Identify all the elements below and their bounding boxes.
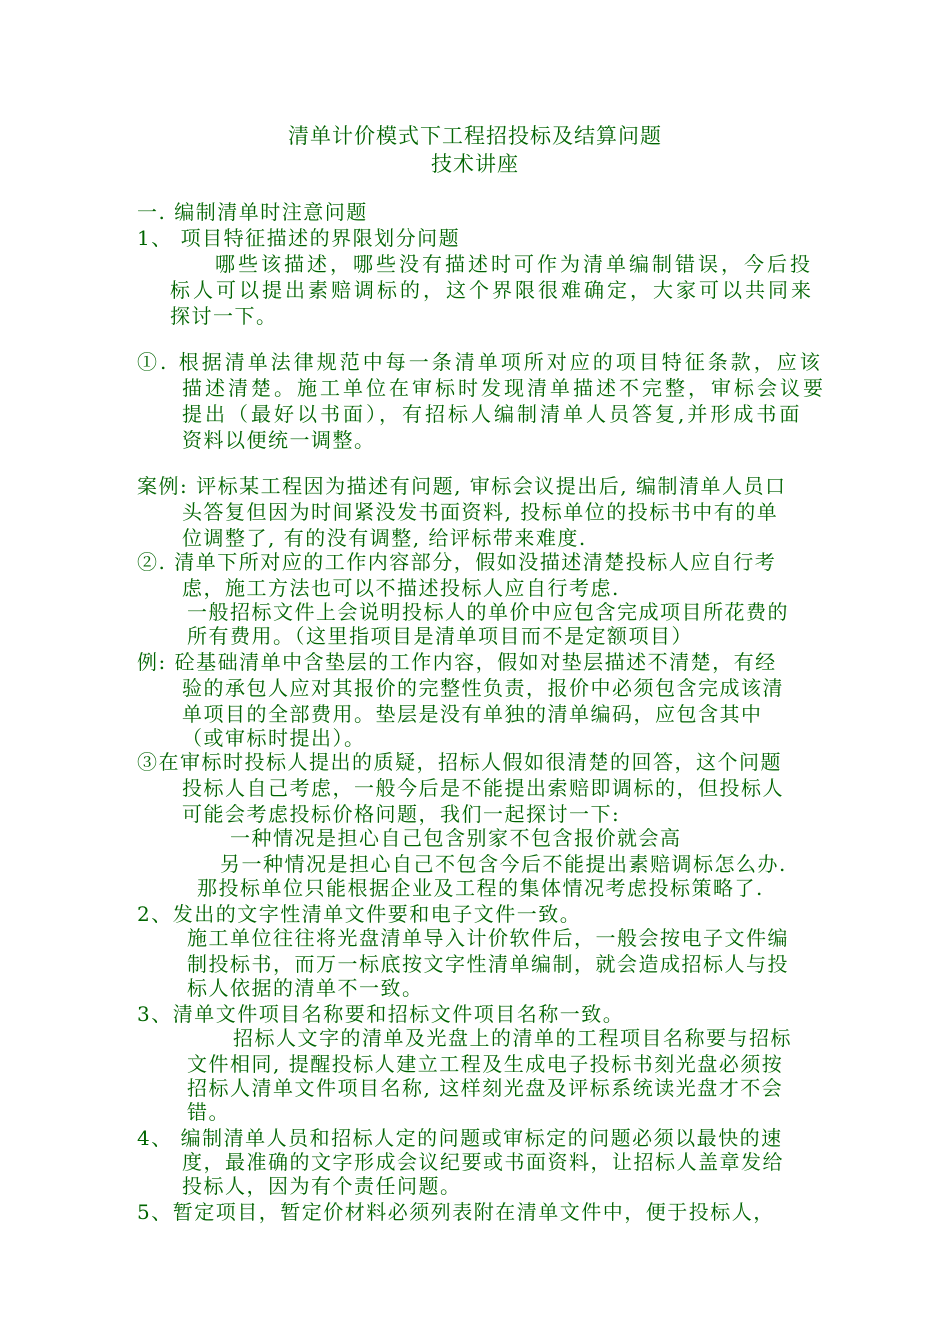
item-heading: 1、 项目特征描述的界限划分问题 — [137, 226, 461, 250]
item-heading: 2、发出的文字性清单文件要和电子文件一致。 — [137, 902, 582, 926]
paragraph-line: 可能会考虑投标价格问题，我们一起探讨一下: — [182, 802, 621, 826]
paragraph-line: 哪些该描述，哪些没有描述时可作为清单编制错误，今后投 — [215, 252, 813, 276]
paragraph-line: 标人可以提出素赔调标的，这个界限很难确定，大家可以共同来 — [170, 278, 814, 302]
case-line: 位调整了, 有的没有调整, 给评标带来难度. — [182, 526, 587, 550]
item-heading: 4、 编制清单人员和招标人定的问题或审标定的问题必须以最快的速 — [137, 1126, 783, 1150]
paragraph-line: 一般招标文件上会说明投标人的单价中应包含完成项目所花费的 — [187, 600, 789, 624]
paragraph-line: 一种情况是担心自己包含别家不包含报价就会高 — [230, 826, 682, 850]
paragraph-line: 所有费用。（这里指项目是清单项目而不是定额项目） — [187, 624, 693, 648]
paragraph-line: 提出（最好以书面），有招标人编制清单人员答复,并形成书面 — [182, 402, 803, 426]
paragraph-line: 投标人，因为有个责任问题。 — [182, 1174, 462, 1198]
paragraph-line: 探讨一下。 — [170, 304, 278, 328]
example-line: 验的承包人应对其报价的完整性负责，报价中必须包含完成该清 — [182, 676, 784, 700]
paragraph-line: 度，最准确的文字形成会议纪要或书面资料，让招标人盖章发给 — [182, 1150, 784, 1174]
paragraph-line: 那投标单位只能根据企业及工程的集体情况考虑投标策略了. — [197, 876, 764, 900]
section-heading: 一. 编制清单时注意问题 — [137, 200, 368, 224]
case-line: 案例: 评标某工程因为描述有问题, 审标会议提出后, 编制清单人员口 — [137, 474, 787, 498]
paragraph-line: ②. 清单下所对应的工作内容部分，假如没描述清楚投标人应自行考 — [137, 550, 777, 574]
paragraph-line: 招标人文字的清单及光盘上的清单的工程项目名称要与招标 — [233, 1026, 792, 1050]
document-subtitle: 技术讲座 — [431, 152, 519, 176]
paragraph-line: 描述清楚。施工单位在审标时发现清单描述不完整，审标会议要 — [182, 376, 826, 400]
item-heading: 5、暂定项目，暂定价材料必须列表附在清单文件中，便于投标人， — [137, 1200, 775, 1224]
paragraph-line: ①. 根据清单法律规范中每一条清单项所对应的项目特征条款，应该 — [137, 350, 823, 374]
item-heading: 3、清单文件项目名称要和招标文件项目名称一致。 — [137, 1002, 625, 1026]
paragraph-line: 虑，施工方法也可以不描述投标人应自行考虑. — [182, 576, 620, 600]
paragraph-line: 投标人自己考虑，一般今后是不能提出索赔即调标的，但投标人 — [182, 776, 784, 800]
example-line: 例: 砼基础清单中含垫层的工作内容，假如对垫层描述不清楚，有经 — [137, 650, 777, 674]
paragraph-line: 资料以便统一调整。 — [182, 428, 376, 452]
paragraph-line: 制投标书，而万一标底按文字性清单编制，就会造成招标人与投 — [187, 952, 789, 976]
paragraph-line: 文件相同, 提醒投标人建立工程及生成电子投标书刻光盘必须按 — [187, 1052, 784, 1076]
paragraph-line: 招标人清单文件项目名称, 这样刻光盘及评标系统读光盘才不会 — [187, 1076, 784, 1100]
paragraph-line: ③在审标时投标人提出的质疑，招标人假如很清楚的回答，这个问题 — [137, 750, 782, 774]
case-line: 头答复但因为时间紧没发书面资料, 投标单位的投标书中有的单 — [182, 500, 779, 524]
paragraph-line: 错。 — [187, 1100, 230, 1124]
paragraph-line: 标人依据的清单不一致。 — [187, 976, 424, 1000]
document-title: 清单计价模式下工程招投标及结算问题 — [288, 124, 662, 148]
example-line: （或审标时提出）。 — [182, 726, 366, 750]
example-line: 单项目的全部费用。垫层是没有单独的清单编码，应包含其中 — [182, 702, 763, 726]
paragraph-line: 施工单位往往将光盘清单导入计价软件后，一般会按电子文件编 — [187, 926, 789, 950]
paragraph-line: 另一种情况是担心自己不包含今后不能提出素赔调标怎么办. — [220, 852, 787, 876]
